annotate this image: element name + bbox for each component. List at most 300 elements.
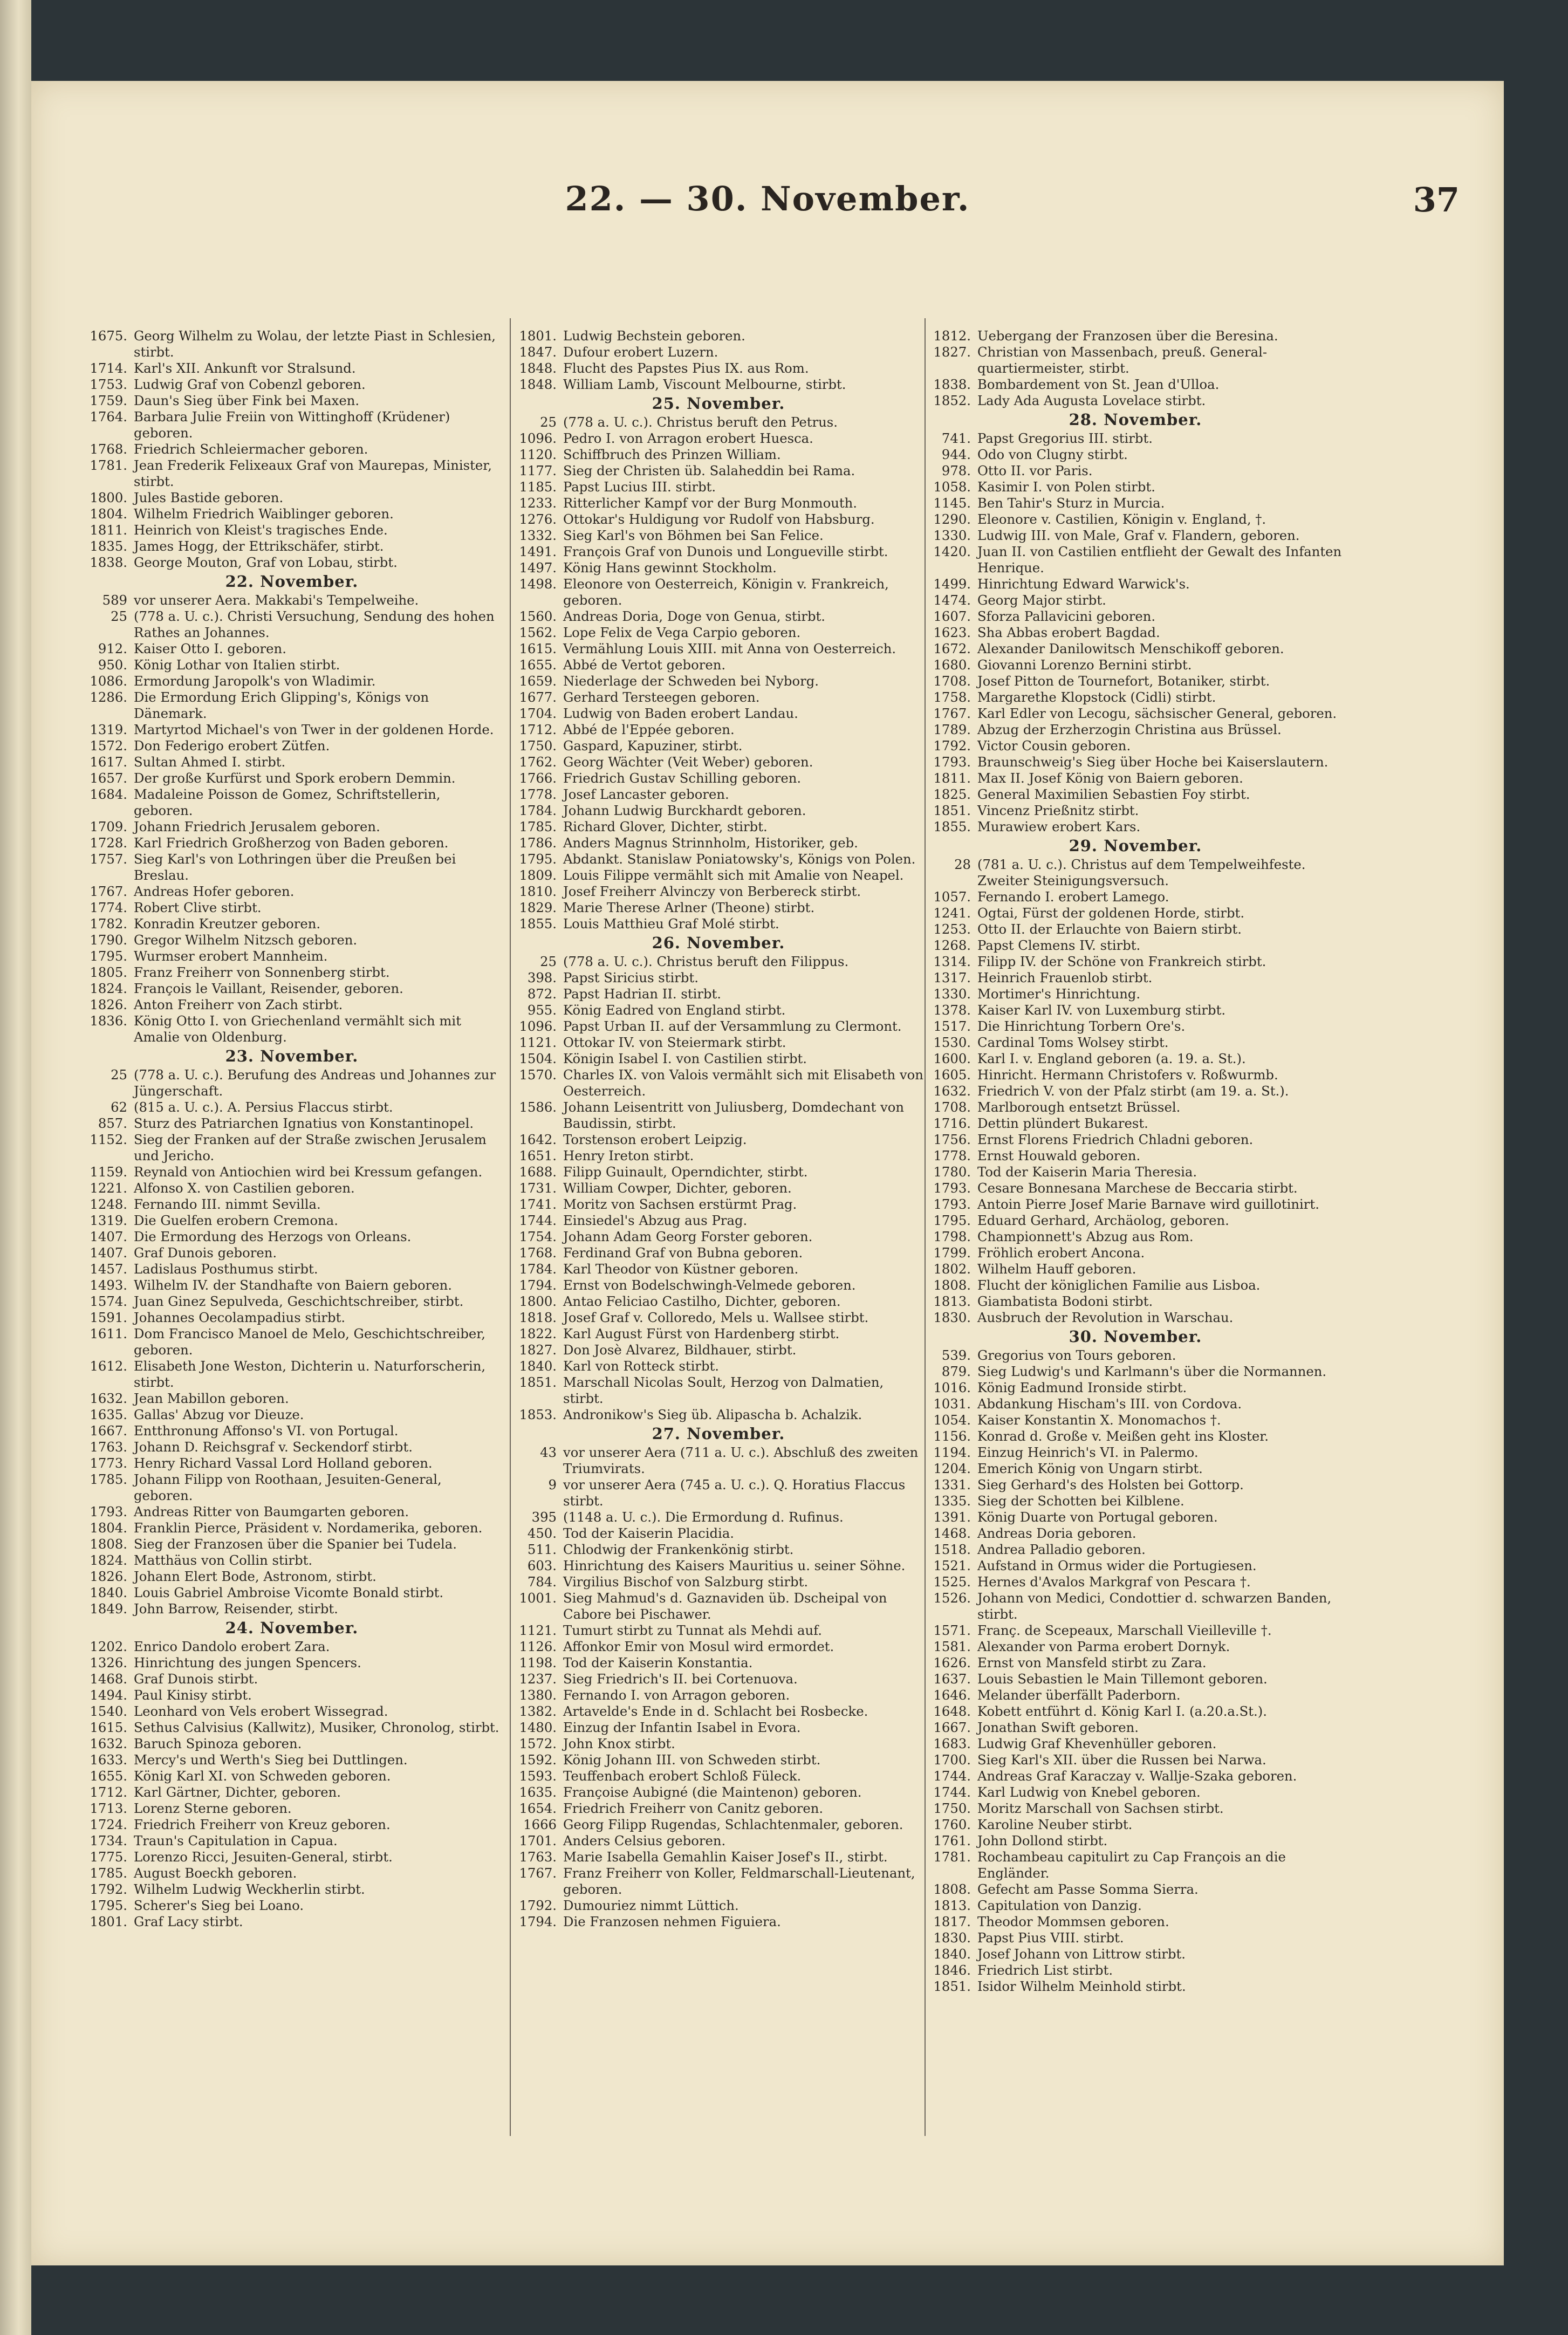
- entry-year: 1499.: [933, 576, 971, 592]
- entry-year: 1054.: [933, 1412, 971, 1428]
- entry-text: Lady Ada Augusta Lovelace stirbt.: [977, 393, 1206, 408]
- entry-year: 1701.: [519, 1833, 557, 1848]
- entry: [513, 884, 923, 900]
- entry: [84, 1115, 499, 1132]
- date-heading: 24. November.: [225, 1619, 359, 1637]
- entry-text: Kasimir I. von Polen stirbt.: [977, 479, 1155, 495]
- entry-text: Franz Freiherr von Sonnenberg stirbt.: [134, 964, 390, 980]
- entry: [928, 1293, 1343, 1310]
- entry: [84, 1520, 499, 1536]
- entry: [513, 1671, 923, 1687]
- entry-text: Friedrich List stirbt.: [977, 1962, 1113, 1978]
- entry-text: Georg Wilhelm zu Wolau, der letzte Piast in Schlesien, stirbt.: [134, 328, 496, 360]
- entry: [84, 554, 499, 571]
- entry: [513, 1277, 923, 1293]
- entry: [513, 1736, 923, 1752]
- entry: [928, 1930, 1343, 1946]
- entry: [513, 1542, 923, 1558]
- entry: [84, 1800, 499, 1817]
- entry: [928, 1067, 1343, 1083]
- entry: [513, 1477, 923, 1509]
- entry-text: Don Josè Alvarez, Bildhauer, stirbt.: [563, 1342, 797, 1358]
- entry: [84, 657, 499, 673]
- entry: [928, 770, 1343, 786]
- entry-text: Marlborough entsetzt Brüssel.: [977, 1099, 1181, 1115]
- entry-text: Martyrtod Michael's von Twer in der goldenen Horde.: [134, 722, 494, 737]
- entry-year: 1759.: [90, 393, 127, 408]
- entry-year: 1204.: [933, 1461, 971, 1476]
- entry-text: François Graf von Dunois und Longueville stirbt.: [563, 544, 888, 559]
- entry: [513, 722, 923, 738]
- entry-text: Abdankt. Stanislaw Poniatowsky's, Königs von Polen.: [563, 851, 916, 867]
- entry: [84, 997, 499, 1013]
- entry-year: 1612.: [90, 1358, 127, 1374]
- entry-text: Josef Pitton de Tournefort, Botaniker, stirbt.: [977, 673, 1270, 689]
- entry-year: 1378.: [933, 1002, 971, 1018]
- entry-year: 603.: [527, 1558, 557, 1573]
- entry: [84, 376, 499, 393]
- entry: [84, 1569, 499, 1585]
- entry-year: 1177.: [519, 463, 557, 478]
- entry-year: 1615.: [90, 1720, 127, 1735]
- entry-year: 1096.: [519, 1018, 557, 1034]
- entry-year: 1741.: [519, 1196, 557, 1212]
- entry: [928, 528, 1343, 544]
- entry-text: Leonhard von Vels erobert Wissegrad.: [134, 1703, 388, 1719]
- entry: [84, 328, 499, 360]
- entry-year: 1504.: [519, 1051, 557, 1066]
- entry-year: 1809.: [519, 867, 557, 883]
- entry-text: Juan II. von Castilien entflieht der Gewalt des Infanten Henrique.: [977, 544, 1342, 576]
- entry-text: Theodor Mommsen geboren.: [977, 1914, 1169, 1929]
- date-heading: 28. November.: [1069, 410, 1202, 429]
- entry: [84, 393, 499, 409]
- entry: [513, 430, 923, 447]
- entry-year: 1744.: [933, 1768, 971, 1784]
- entry-year: 1785.: [519, 819, 557, 834]
- entry: [928, 1914, 1343, 1930]
- entry-text: Georg Major stirbt.: [977, 592, 1106, 608]
- entry-text: Johann Elert Bode, Astronom, stirbt.: [134, 1569, 376, 1584]
- entry-text: Dumouriez nimmt Lüttich.: [563, 1898, 739, 1913]
- entry-text: Artavelde's Ende in d. Schlacht bei Rosbecke.: [563, 1703, 868, 1719]
- entry-year: 1675.: [90, 328, 127, 344]
- entry: [513, 1768, 923, 1784]
- entry-text: Isidor Wilhelm Meinhold stirbt.: [977, 1978, 1186, 1994]
- entry-year: 1813.: [933, 1293, 971, 1309]
- entry-year: 1775.: [90, 1849, 127, 1865]
- entry-text: Teuffenbach erobert Schloß Füleck.: [563, 1768, 802, 1784]
- entry-year: 1822.: [519, 1326, 557, 1341]
- entry-year: 1518.: [933, 1542, 971, 1557]
- entry-year: 1159.: [90, 1164, 127, 1180]
- entry: [513, 986, 923, 1002]
- column-divider: [510, 318, 511, 2136]
- entry-year: 398.: [527, 970, 557, 985]
- entry: [928, 344, 1343, 376]
- entry-year: 1754.: [519, 1229, 557, 1244]
- entry-year: 1497.: [519, 560, 557, 576]
- entry-text: Aufstand in Ormus wider die Portugiesen.: [977, 1558, 1257, 1573]
- entry: [928, 1881, 1343, 1898]
- entry: [84, 900, 499, 916]
- entry: [84, 1471, 499, 1504]
- entry-year: 1185.: [519, 479, 557, 495]
- entry-year: 1126.: [519, 1639, 557, 1654]
- entry-text: Ludwig III. von Male, Graf v. Flandern, geboren.: [977, 528, 1300, 543]
- entry: [513, 495, 923, 511]
- entry-text: vor unserer Aera. Makkabi's Tempelweihe.: [134, 592, 419, 608]
- entry-year: 1855.: [933, 819, 971, 834]
- entry-text: Charles IX. von Valois vermählt sich mit Elisabeth von Oesterreich.: [563, 1067, 923, 1099]
- entry-text: Graf Lacy stirbt.: [134, 1914, 243, 1929]
- entry-year: 450.: [527, 1525, 557, 1541]
- entry-year: 1840.: [933, 1946, 971, 1962]
- entry-year: 25: [540, 954, 557, 969]
- date-heading: 22. November.: [225, 572, 359, 591]
- entry-text: Lorenz Sterne geboren.: [134, 1800, 292, 1816]
- entry-year: 1586.: [519, 1099, 557, 1115]
- entry-text: König Eadred von England stirbt.: [563, 1002, 786, 1018]
- entry-year: 1758.: [933, 689, 971, 705]
- entry-text: Königin Isabel I. von Castilien stirbt.: [563, 1051, 807, 1066]
- entry: [84, 1013, 499, 1045]
- entry-text: Heinrich von Kleist's tragisches Ende.: [134, 522, 388, 538]
- entry-text: Friedrich Schleiermacher geboren.: [134, 441, 368, 457]
- entry-year: 1830.: [933, 1930, 971, 1946]
- entry-text: Johann D. Reichsgraf v. Seckendorf stirbt.: [134, 1439, 413, 1455]
- entry-text: Karl Edler von Lecogu, sächsischer General, geboren.: [977, 706, 1337, 721]
- entry: [513, 1655, 923, 1671]
- entry: [84, 851, 499, 884]
- entry: [84, 1601, 499, 1617]
- entry: [928, 1849, 1343, 1881]
- entry-year: 1498.: [519, 576, 557, 592]
- entry-text: Karl von Rotteck stirbt.: [563, 1358, 720, 1374]
- entry: [513, 1914, 923, 1930]
- entry: [928, 1622, 1343, 1639]
- entry-text: Sieg der Franzosen über die Spanier bei Tudela.: [134, 1536, 457, 1552]
- entry-year: 1760.: [933, 1817, 971, 1832]
- entry-text: Elisabeth Jone Weston, Dichterin u. Naturforscherin, stirbt.: [134, 1358, 486, 1390]
- entry: [513, 1898, 923, 1914]
- entry-year: 1800.: [519, 1293, 557, 1309]
- entry-year: 1120.: [519, 447, 557, 462]
- entry-year: 1314.: [933, 954, 971, 969]
- entry-text: Josef Graf v. Colloredo, Mels u. Wallsee stirbt.: [563, 1310, 869, 1325]
- entry-text: Jean Frederik Felixeaux Graf von Maurepas, Minister, stirbt.: [134, 457, 492, 489]
- entry-text: Marie Isabella Gemahlin Kaiser Josef's II., stirbt.: [563, 1849, 888, 1865]
- entry: [928, 495, 1343, 511]
- entry-text: Paul Kinisy stirbt.: [134, 1687, 252, 1703]
- entry-text: John Barrow, Reisender, stirbt.: [134, 1601, 338, 1617]
- entry: [84, 1293, 499, 1310]
- entry-text: Gregorius von Tours geboren.: [977, 1347, 1176, 1363]
- entry: [513, 1865, 923, 1898]
- entry: [513, 511, 923, 528]
- entry-text: Mortimer's Hinrichtung.: [977, 986, 1141, 1002]
- entry-year: 1654.: [519, 1800, 557, 1816]
- date-heading: 26. November.: [652, 934, 785, 952]
- entry-year: 1713.: [90, 1800, 127, 1816]
- entry: [513, 528, 923, 544]
- entry-year: 1744.: [519, 1213, 557, 1228]
- entry: [928, 954, 1343, 970]
- entry: [84, 948, 499, 964]
- entry: [928, 1051, 1343, 1067]
- entry-year: 1724.: [90, 1817, 127, 1832]
- entry-text: Sieg Karl's von Lothringen über die Preußen bei Breslau.: [134, 851, 456, 883]
- entry-year: 1805.: [90, 964, 127, 980]
- entry-text: König Karl XI. von Schweden geboren.: [134, 1768, 391, 1784]
- entry: [513, 900, 923, 916]
- date-heading: 23. November.: [225, 1047, 359, 1065]
- entry: [928, 738, 1343, 754]
- entry: [513, 1326, 923, 1342]
- entry-text: Kaiser Otto I. geboren.: [134, 641, 286, 656]
- entry: [513, 1035, 923, 1051]
- entry-year: 1827.: [519, 1342, 557, 1358]
- entry: [513, 376, 923, 393]
- entry: [928, 1525, 1343, 1542]
- entry: [84, 1703, 499, 1720]
- entry-text: Fernando I. erobert Lamego.: [977, 889, 1169, 905]
- entry-text: Heinrich Frauenlob stirbt.: [977, 970, 1153, 985]
- entry-year: 1793.: [933, 754, 971, 770]
- entry: [84, 1277, 499, 1293]
- entry-year: 1851.: [933, 803, 971, 818]
- entry-text: Louis Matthieu Graf Molé stirbt.: [563, 916, 779, 932]
- entry: [84, 608, 499, 641]
- entry: [928, 1574, 1343, 1590]
- entry-year: 1330.: [933, 528, 971, 543]
- entry: [928, 1002, 1343, 1018]
- entry-year: 1562.: [519, 625, 557, 640]
- entry-text: Dettin plündert Bukarest.: [977, 1115, 1148, 1131]
- entry: [513, 1148, 923, 1164]
- entry-year: 1560.: [519, 608, 557, 624]
- entry-year: 1319.: [90, 1213, 127, 1228]
- entry: [928, 447, 1343, 463]
- entry: [928, 1493, 1343, 1509]
- entry: [84, 916, 499, 932]
- entry-text: Moritz Marschall von Sachsen stirbt.: [977, 1800, 1224, 1816]
- entry-year: 1767.: [90, 884, 127, 899]
- entry: [513, 641, 923, 657]
- entry: [928, 857, 1343, 889]
- entry-year: 1768.: [90, 441, 127, 457]
- entry-text: Gerhard Tersteegen geboren.: [563, 689, 760, 705]
- entry-text: Sha Abbas erobert Bagdad.: [977, 625, 1160, 640]
- entry: [513, 1639, 923, 1655]
- entry-text: (1148 a. U. c.). Die Ermordung d. Rufinus.: [563, 1509, 844, 1525]
- entry-year: 1763.: [519, 1849, 557, 1865]
- entry: [928, 1196, 1343, 1213]
- entry-text: Tod der Kaiserin Maria Theresia.: [977, 1164, 1197, 1180]
- entry-year: 1493.: [90, 1277, 127, 1293]
- entry-year: 1684.: [90, 786, 127, 802]
- entry: [513, 414, 923, 430]
- entry: [928, 608, 1343, 625]
- entry: [928, 1018, 1343, 1035]
- entry: [928, 1768, 1343, 1784]
- entry: [928, 921, 1343, 937]
- entry-year: 1202.: [90, 1639, 127, 1654]
- entry: [513, 1261, 923, 1277]
- entry-text: Hinricht. Hermann Christofers v. Roßwurmb.: [977, 1067, 1278, 1083]
- entry: [84, 1639, 499, 1655]
- entry-year: 1790.: [90, 932, 127, 948]
- entry: [84, 1407, 499, 1423]
- entry-year: 1829.: [519, 900, 557, 915]
- entry-year: 1657.: [90, 770, 127, 786]
- entry-year: 784.: [527, 1574, 557, 1590]
- entry-year: 1648.: [933, 1703, 971, 1719]
- entry-text: Ernst von Bodelschwingh-Velmede geboren.: [563, 1277, 856, 1293]
- entry-text: Fröhlich erobert Ancona.: [977, 1245, 1145, 1261]
- entry-text: Die Ermordung Erich Glipping's, Königs von Dänemark.: [134, 689, 429, 721]
- entry-text: James Hogg, der Ettrikschäfer, stirbt.: [134, 538, 384, 554]
- entry: [928, 1946, 1343, 1962]
- entry-text: Ausbruch der Revolution in Warschau.: [977, 1310, 1234, 1325]
- entry-year: 1086.: [90, 673, 127, 689]
- entry-year: 1194.: [933, 1444, 971, 1460]
- entry-year: 1855.: [519, 916, 557, 932]
- entry-text: Graf Dunois stirbt.: [134, 1671, 258, 1687]
- entry-year: 1825.: [933, 786, 971, 802]
- entry-text: General Maximilien Sebastien Foy stirbt.: [977, 786, 1250, 802]
- entry-text: Einzug der Infantin Isabel in Evora.: [563, 1720, 801, 1735]
- entry-year: 1712.: [90, 1784, 127, 1800]
- entry-text: Ladislaus Posthumus stirbt.: [134, 1261, 318, 1277]
- entry-text: Affonkor Emir von Mosul wird ermordet.: [563, 1639, 834, 1654]
- entry: [84, 1881, 499, 1898]
- entry-text: Mercy's und Werth's Sieg bei Duttlingen.: [134, 1752, 408, 1768]
- entry-year: 1057.: [933, 889, 971, 905]
- entry-year: 1811.: [90, 522, 127, 538]
- entry-year: 1840.: [519, 1358, 557, 1374]
- date-heading: 29. November.: [1069, 837, 1202, 855]
- entry-text: Eleonore v. Castilien, Königin v. England, †.: [977, 511, 1266, 527]
- entry: [513, 1213, 923, 1229]
- entry-text: Jean Mabillon geboren.: [134, 1391, 289, 1406]
- entry: [84, 522, 499, 538]
- entry-text: Karl's XII. Ankunft vor Stralsund.: [134, 360, 356, 376]
- entry: [84, 1655, 499, 1671]
- entry-year: 1635.: [519, 1784, 557, 1800]
- entry: [928, 657, 1343, 673]
- entry: [928, 1245, 1343, 1261]
- entry-year: 43: [540, 1444, 557, 1460]
- entry-text: Abzug der Erzherzogin Christina aus Brüssel.: [977, 722, 1282, 737]
- column-divider: [925, 318, 926, 2136]
- entry-year: 912.: [98, 641, 127, 656]
- entry-year: 1494.: [90, 1687, 127, 1703]
- entry: [84, 770, 499, 786]
- entry-year: 1290.: [933, 511, 971, 527]
- entry: [84, 722, 499, 738]
- entry-text: Josef Freiherr Alvinczy von Berbereck stirbt.: [563, 884, 861, 899]
- entry-year: 1276.: [519, 511, 557, 527]
- entry-text: Andronikow's Sieg üb. Alipascha b. Achalzik.: [563, 1407, 862, 1422]
- entry-year: 1704.: [519, 706, 557, 721]
- entry: [513, 1687, 923, 1703]
- entry-text: Jonathan Swift geboren.: [977, 1720, 1139, 1735]
- entry: [513, 1180, 923, 1196]
- entry-text: Abdankung Hischam's III. von Cordova.: [977, 1396, 1242, 1412]
- entry: [513, 576, 923, 608]
- entry: [928, 1164, 1343, 1180]
- entry-year: 1808.: [933, 1277, 971, 1293]
- entry-year: 1766.: [519, 770, 557, 786]
- entry-year: 1835.: [90, 538, 127, 554]
- entry-text: Papst Urban II. auf der Versammlung zu Clermont.: [563, 1018, 902, 1034]
- entry-year: 1680.: [933, 657, 971, 673]
- entry: [513, 1099, 923, 1132]
- column-right: [928, 328, 1343, 2146]
- entry-text: Pedro I. von Arragon erobert Huesca.: [563, 430, 813, 446]
- entry: [928, 1132, 1343, 1148]
- entry: [928, 1347, 1343, 1364]
- entry-text: Gefecht am Passe Somma Sierra.: [977, 1881, 1199, 1897]
- entry: [928, 706, 1343, 722]
- entry-text: Friedrich Gustav Schilling geboren.: [563, 770, 802, 786]
- entry-year: 1778.: [519, 786, 557, 802]
- entry: [928, 1477, 1343, 1493]
- entry: [84, 1132, 499, 1164]
- entry-text: Franz Freiherr von Koller, Feldmarschall-Lieutenant, geboren.: [563, 1865, 915, 1897]
- entry-text: Otto II. vor Paris.: [977, 463, 1093, 478]
- page-header: [31, 179, 1504, 238]
- entry-text: Papst Clemens IV. stirbt.: [977, 937, 1141, 953]
- entry-text: Karl Gärtner, Dichter, geboren.: [134, 1784, 341, 1800]
- entry-text: Traun's Capitulation in Capua.: [134, 1833, 338, 1848]
- entry: [928, 1542, 1343, 1558]
- entry: [84, 1752, 499, 1768]
- entry-text: John Dollond stirbt.: [977, 1833, 1108, 1848]
- entry: [513, 608, 923, 625]
- entry-text: Enrico Dandolo erobert Zara.: [134, 1639, 330, 1654]
- entry-year: 1802.: [933, 1261, 971, 1277]
- entry-text: Papst Pius VIII. stirbt.: [977, 1930, 1124, 1946]
- entry-text: Dom Francisco Manoel de Melo, Geschichtschreiber, geboren.: [134, 1326, 485, 1358]
- entry: [84, 673, 499, 689]
- entry: [928, 1412, 1343, 1428]
- entry-year: 1517.: [933, 1018, 971, 1034]
- entry: [928, 1898, 1343, 1914]
- entry: [84, 1768, 499, 1784]
- entry-year: 1800.: [90, 490, 127, 505]
- entry-year: 395: [531, 1509, 557, 1525]
- entry: [513, 1525, 923, 1542]
- entry-year: 28: [954, 857, 971, 872]
- entry: [84, 1898, 499, 1914]
- entry-year: 1241.: [933, 905, 971, 921]
- entry-year: 1728.: [90, 835, 127, 851]
- entry-text: Hinrichtung des jungen Spencers.: [134, 1655, 361, 1670]
- entry: [928, 544, 1343, 576]
- entry-text: Alfonso X. von Castilien geboren.: [134, 1180, 355, 1196]
- entry-text: Karl August Fürst von Hardenberg stirbt.: [563, 1326, 840, 1341]
- entry-year: 1785.: [90, 1471, 127, 1487]
- entry-text: Franklin Pierce, Präsident v. Nordamerika, geboren.: [134, 1520, 483, 1536]
- entry-year: 1605.: [933, 1067, 971, 1083]
- entry: [513, 770, 923, 786]
- entry-text: Sieg Karl's von Böhmen bei San Felice.: [563, 528, 824, 543]
- entry-year: 1655.: [519, 657, 557, 673]
- entry-text: Cesare Bonnesana Marchese de Beccaria stirbt.: [977, 1180, 1298, 1196]
- entry-year: 1840.: [90, 1585, 127, 1600]
